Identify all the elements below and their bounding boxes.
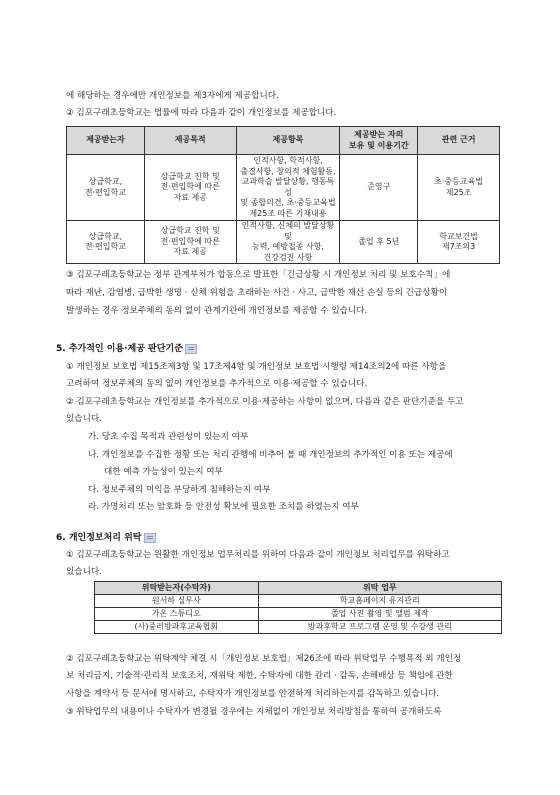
- memo-icon: [144, 533, 156, 543]
- table-cell: 준영구: [340, 155, 418, 221]
- memo-icon: [185, 344, 197, 354]
- table-row: [95, 621, 502, 634]
- text-line: ② 김포구래초등학교는 위탁계약 체결 시「개인정보 보호법」제26조에 따라 위탁업무 수행목적 외 개인정: [66, 654, 462, 664]
- section-title: 5. 추가적인 이용·제공 판단기준: [56, 344, 183, 354]
- text-line: 사항을 계약서 등 문서에 명시하고, 수탁자가 개인정보를 안전하게 처리하는지를 감독하고 있습니다.: [66, 689, 440, 699]
- text-line: ③ 위탁업무의 내용이나 수탁자가 변경될 경우에는 지체없이 개인정보 처리방침을 통하여 공개하도록: [66, 707, 442, 717]
- table-cell: 원서하 실무사: [95, 595, 259, 608]
- table-row: [67, 155, 500, 221]
- section-title: 6. 개인정보처리 위탁: [56, 533, 142, 543]
- text-line: 에 해당하는 경우에만 개인정보를 제3자에게 제공합니다.: [66, 91, 279, 101]
- text-line: 보 처리금지, 기술적·관리적 보호조치, 재위탁 제한, 수탁자에 대한 관리 · 감독, 손해배상 등 책임에 관한: [66, 671, 453, 681]
- provision-table: [66, 126, 500, 264]
- table-header-cell: 제공목적: [144, 127, 236, 155]
- table-cell: 인적사항, 신체의 발달상황 및 능력, 예방접종 사항, 건강검진 사항: [236, 221, 340, 264]
- section-heading: [56, 532, 156, 544]
- table-header-cell: 제공항목: [236, 127, 340, 155]
- table-cell: 졸업 사진 촬영 및 앨범 제작: [258, 608, 501, 621]
- text-line: 대한 예측 가능성이 있는지 여부: [104, 467, 223, 477]
- table-cell: 상급학교, 전·편입학교: [67, 155, 145, 221]
- table-cell: 상급학교, 전·편입학교: [67, 221, 145, 264]
- table-row: [67, 221, 500, 264]
- text-line: 라. 가명처리 또는 암호화 등 안전성 확보에 필요한 조치를 하였는지 여부: [88, 502, 359, 512]
- text-line: 가. 당초 수집 목적과 관련성이 있는지 여부: [88, 432, 249, 442]
- text-line: 나. 개인정보를 수집한 정황 또는 처리 관행에 비추어 볼 때 개인정보의 추가적인 이용 또는 제공에: [88, 450, 453, 460]
- text-line: ② 김포구래초등학교는 개인정보를 추가적으로 이용·제공하는 사항이 없으며, 다음과 같은 판단기준을 두고: [66, 397, 464, 407]
- table-cell: 인적사항, 학적사항, 출결사항, 창의적 체험활동, 교과학습 발달상황, 행동특성 및 종합의견, 초·중등교육법 제25조 따른 기재내용: [236, 155, 340, 221]
- table-cell: 상급학교 진학 및 전·편입학에 따른 자료 제공: [144, 221, 236, 264]
- table-header-row: [95, 582, 502, 595]
- table-cell: 방과후학교 프로그램 운영 및 수강생 관리: [258, 621, 501, 634]
- text-line: ① 개인정보 보호법 제15조제3항 및 17조제4항 및 개인정보 보호법 시행령 제14조의2에 따른 사항을: [66, 362, 447, 372]
- table-cell: 초·중등교육법 제25조: [418, 155, 500, 221]
- text-line: ② 김포구래초등학교는 법률에 따라 다음과 같이 개인정보를 제공합니다.: [66, 108, 337, 118]
- table-cell: 상급학교 진학 및 전·편입학에 따른 자료 제공: [144, 155, 236, 221]
- text-line: 발생하는 경우 정보주체의 동의 없이 관계기관에 개인정보를 제공할 수 있습니다.: [66, 306, 368, 316]
- text-line: 있습니다.: [66, 567, 102, 577]
- text-line: ① 김포구래초등학교는 원활한 개인정보 업무처리를 위하여 다음과 같이 개인정보 처리업무를 위탁하고: [66, 550, 450, 560]
- table-header-cell: 관련 근거: [418, 127, 500, 155]
- table-cell: 학교보건법 제7조의3: [418, 221, 500, 264]
- table-cell: 가온 스튜디오: [95, 608, 259, 621]
- table-header-cell: 제공받는자: [67, 127, 145, 155]
- table-cell: 졸업 후 5년: [340, 221, 418, 264]
- table-cell: 학교홈페이지 유지관리: [258, 595, 501, 608]
- table-header-cell: 위탁 업무: [258, 582, 501, 595]
- text-line: 따라 재난, 감염병, 급박한 생명 · 신체 위험을 초래하는 사건 · 사고, 급박한 재산 손실 등의 긴급상황이: [66, 288, 448, 298]
- table-header-cell: 제공받는 자의 보유 및 이용기간: [340, 127, 418, 155]
- table-cell: (사)중러방과후교육협회: [95, 621, 259, 634]
- text-line: ③ 김포구래초등학교는 정부 관계부처가 합동으로 발표한「긴급상황 시 개인정보 처리 및 보호수칙」에: [66, 270, 451, 280]
- text-line: 고려하여 정보주체의 동의 없이 개인정보를 추가적으로 이용·제공할 수 있습니다.: [66, 379, 368, 389]
- outsourcing-table: [94, 581, 502, 634]
- table-header-row: [67, 127, 500, 155]
- text-line: 있습니다.: [66, 414, 102, 424]
- table-row: [95, 595, 502, 608]
- section-heading: [56, 343, 197, 355]
- table-header-cell: 위탁받는자(수탁자): [95, 582, 259, 595]
- text-line: 다. 정보주체의 이익을 부당하게 침해하는지 여부: [88, 485, 271, 495]
- table-row: [95, 608, 502, 621]
